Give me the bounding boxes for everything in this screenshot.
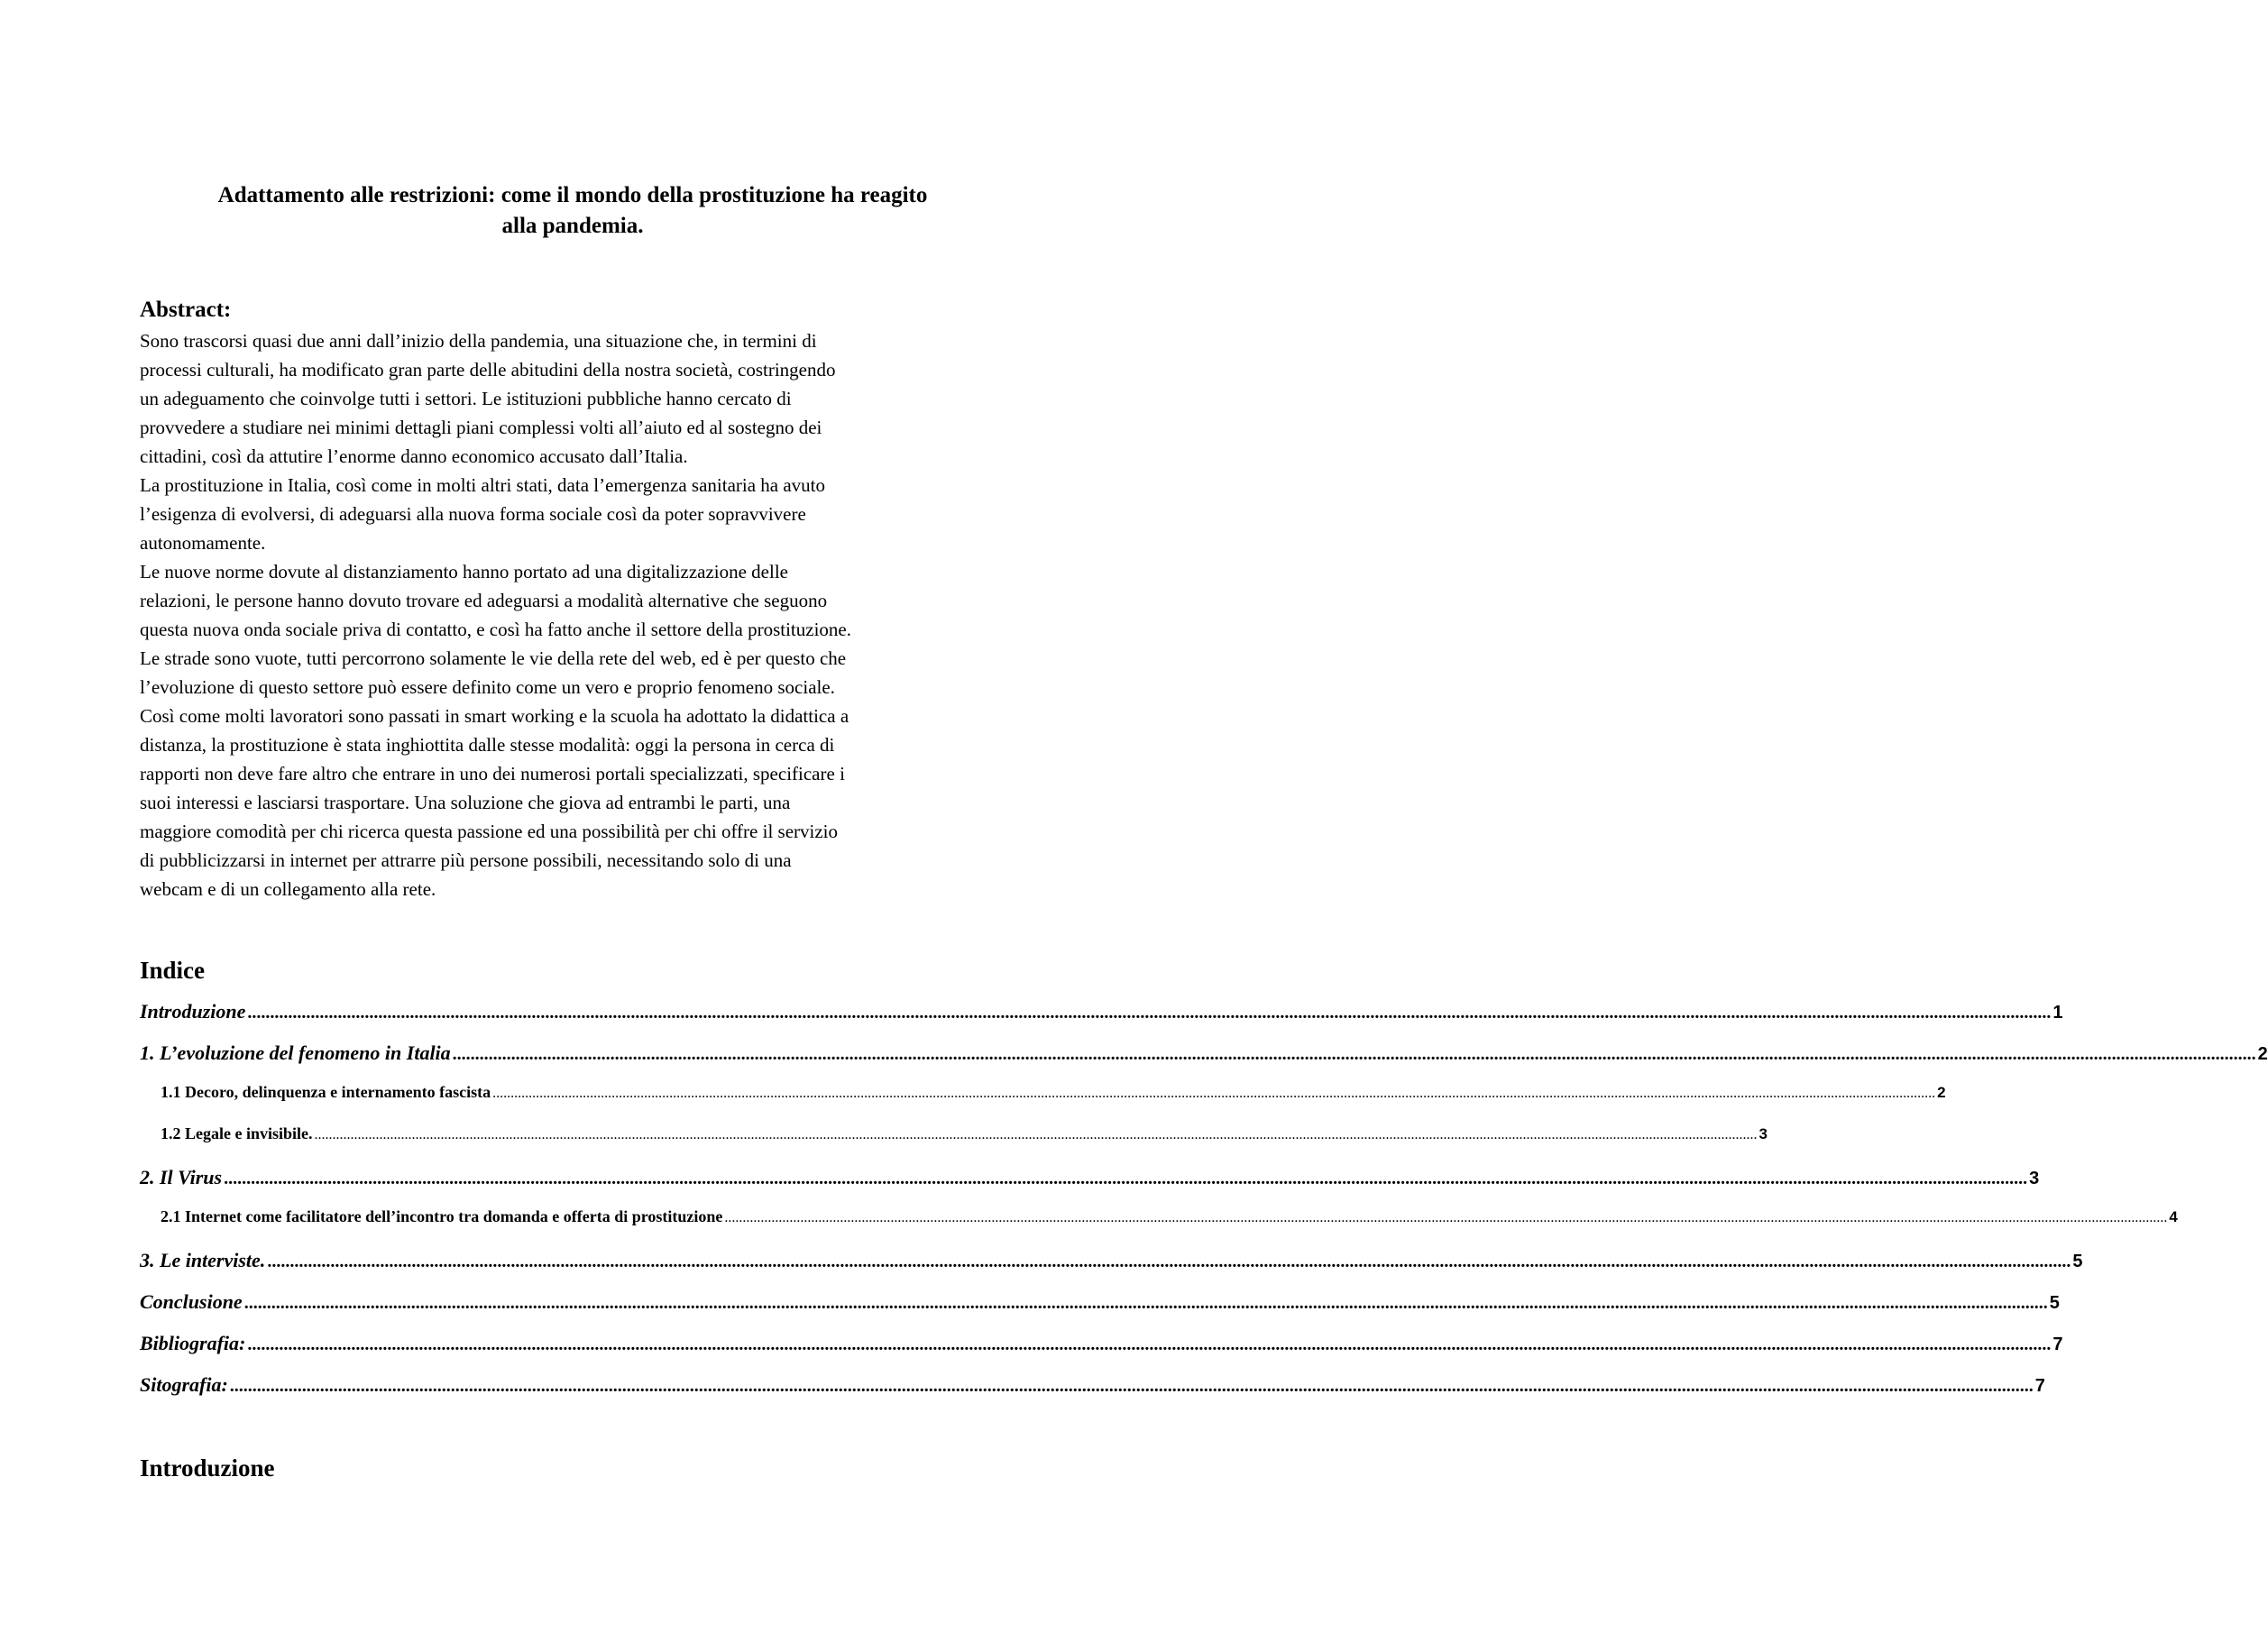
abstract-line: provvedere a studiare nei minimi dettagli piani complessi volti all’aiuto ed al sostegno dei xyxy=(140,417,822,438)
toc-entry[interactable] xyxy=(140,1207,2178,1249)
toc-entry[interactable] xyxy=(140,1249,2083,1290)
toc-entry[interactable] xyxy=(140,1166,2040,1207)
title-line: Adattamento alle restrizioni: come il mondo della prostituzione ha reagito xyxy=(217,183,928,207)
toc-entry[interactable] xyxy=(140,1373,2045,1415)
toc-page-number[interactable]: 1 xyxy=(2052,1003,2063,1023)
toc-page-number[interactable]: 2 xyxy=(2257,1044,2268,1064)
toc-dot-leader: ................................................................................................................................................................................................................................................................................................................................................................................................................ xyxy=(724,1210,2168,1225)
toc-dot-leader: ................................................................................................................................................................................................................................................................................................................................................................................................................ xyxy=(492,1086,1936,1101)
toc-entry-label[interactable]: 3. Le interviste. xyxy=(140,1249,266,1271)
abstract-line: di pubblicizzarsi in internet per attrarre più persone possibili, necessitando solo di una xyxy=(140,849,792,871)
toc-dot-leader: ................................................................................................................................................................................................................................................................................................................................................................................................................ xyxy=(224,1169,2028,1188)
toc-page-number[interactable]: 7 xyxy=(2034,1376,2045,1396)
abstract-line: l’esigenza di evolversi, di adeguarsi alla nuova forma sociale così da poter sopravvivere xyxy=(140,503,806,525)
abstract-line: Così come molti lavoratori sono passati in smart working e la scuola ha adottato la didattica a xyxy=(140,705,849,727)
toc-entry-label[interactable]: 1.1 Decoro, delinquenza e internamento fascista xyxy=(161,1083,491,1101)
document-title xyxy=(140,180,1005,242)
abstract-heading: Abstract: xyxy=(140,298,232,322)
toc-page-number[interactable]: 5 xyxy=(2049,1293,2060,1313)
toc-dot-leader: ................................................................................................................................................................................................................................................................................................................................................................................................................ xyxy=(452,1044,2256,1064)
toc-entry[interactable] xyxy=(140,1124,1768,1166)
toc-page-number[interactable]: 2 xyxy=(1937,1084,1946,1101)
abstract-line: un adeguamento che coinvolge tutti i settori. Le istituzioni pubbliche hanno cercato di xyxy=(140,388,792,409)
abstract-line: questa nuova onda sociale priva di contatto, e così ha fatto anche il settore della prostituzione. xyxy=(140,619,851,640)
toc-entry-label[interactable]: 1.2 Legale e invisibile. xyxy=(161,1124,313,1142)
toc-page-number[interactable]: 7 xyxy=(2052,1335,2063,1354)
abstract-line: Sono trascorsi quasi due anni dall’inizio della pandemia, una situazione che, in termini di xyxy=(140,330,817,352)
abstract-line: webcam e di un collegamento alla rete. xyxy=(140,878,436,900)
toc-entry-label[interactable]: Conclusione xyxy=(140,1290,243,1313)
introduction-heading: Introduzione xyxy=(140,1454,275,1482)
toc-entry-label[interactable]: Bibliografia: xyxy=(140,1332,246,1354)
abstract-line: processi culturali, ha modificato gran parte delle abitudini della nostra società, costringendo xyxy=(140,359,836,381)
abstract-body xyxy=(140,326,1024,904)
toc-dot-leader: ................................................................................................................................................................................................................................................................................................................................................................................................................ xyxy=(247,1003,2052,1023)
toc-dot-leader: ................................................................................................................................................................................................................................................................................................................................................................................................................ xyxy=(229,1376,2034,1396)
toc-dot-leader: ................................................................................................................................................................................................................................................................................................................................................................................................................ xyxy=(267,1252,2071,1271)
abstract-line: rapporti non deve fare altro che entrare in uno dei numerosi portali specializzati, specificare i xyxy=(140,763,845,784)
toc-entry-label[interactable]: 1. L’evoluzione del fenomeno in Italia xyxy=(140,1041,451,1064)
toc-dot-leader: ................................................................................................................................................................................................................................................................................................................................................................................................................ xyxy=(243,1293,2048,1313)
title-line: alla pandemia. xyxy=(501,214,644,238)
abstract-line: La prostituzione in Italia, così come in molti altri stati, data l’emergenza sanitaria ha avuto xyxy=(140,474,826,496)
toc-page-number[interactable]: 3 xyxy=(1758,1125,1768,1142)
toc-dot-leader: ................................................................................................................................................................................................................................................................................................................................................................................................................ xyxy=(247,1335,2052,1354)
abstract-line: suoi interessi e lasciarsi trasportare. Una soluzione che giova ad entrambi le parti, una xyxy=(140,792,791,813)
abstract-line: Le strade sono vuote, tutti percorrono solamente le vie della rete del web, ed è per questo che xyxy=(140,647,847,669)
toc-entry[interactable] xyxy=(140,1041,2268,1083)
table-of-contents xyxy=(140,1000,2268,1415)
toc-entry[interactable] xyxy=(140,1332,2063,1373)
toc-entry[interactable] xyxy=(140,1000,2063,1041)
toc-dot-leader: ................................................................................................................................................................................................................................................................................................................................................................................................................ xyxy=(314,1127,1758,1142)
toc-entry-label[interactable]: 2.1 Internet come facilitatore dell’incontro tra domanda e offerta di prostituzione xyxy=(161,1207,723,1225)
abstract-line: Le nuove norme dovute al distanziamento hanno portato ad una digitalizzazione delle xyxy=(140,561,788,583)
toc-entry-label[interactable]: Introduzione xyxy=(140,1000,246,1023)
abstract-line: l’evoluzione di questo settore può essere definito come un vero e proprio fenomeno sociale. xyxy=(140,676,835,698)
toc-heading: Indice xyxy=(140,957,206,984)
abstract-line: relazioni, le persone hanno dovuto trovare ed adeguarsi a modalità alternative che seguono xyxy=(140,590,828,611)
toc-page-number[interactable]: 4 xyxy=(2169,1208,2178,1225)
abstract-line: cittadini, così da attutire l’enorme danno economico accusato dall’Italia. xyxy=(140,445,688,467)
toc-entry[interactable] xyxy=(140,1290,2060,1332)
toc-entry[interactable] xyxy=(140,1083,1946,1124)
toc-entry-label[interactable]: 2. Il Virus xyxy=(140,1166,223,1188)
abstract-line: maggiore comodità per chi ricerca questa passione ed una possibilità per chi offre il servizio xyxy=(140,821,839,842)
toc-page-number[interactable]: 3 xyxy=(2029,1169,2040,1188)
toc-page-number[interactable]: 5 xyxy=(2072,1252,2083,1271)
abstract-line: autonomamente. xyxy=(140,532,266,554)
abstract-line: distanza, la prostituzione è stata inghiottita dalle stesse modalità: oggi la persona in cerca di xyxy=(140,734,835,756)
toc-entry-label[interactable]: Sitografia: xyxy=(140,1373,228,1396)
